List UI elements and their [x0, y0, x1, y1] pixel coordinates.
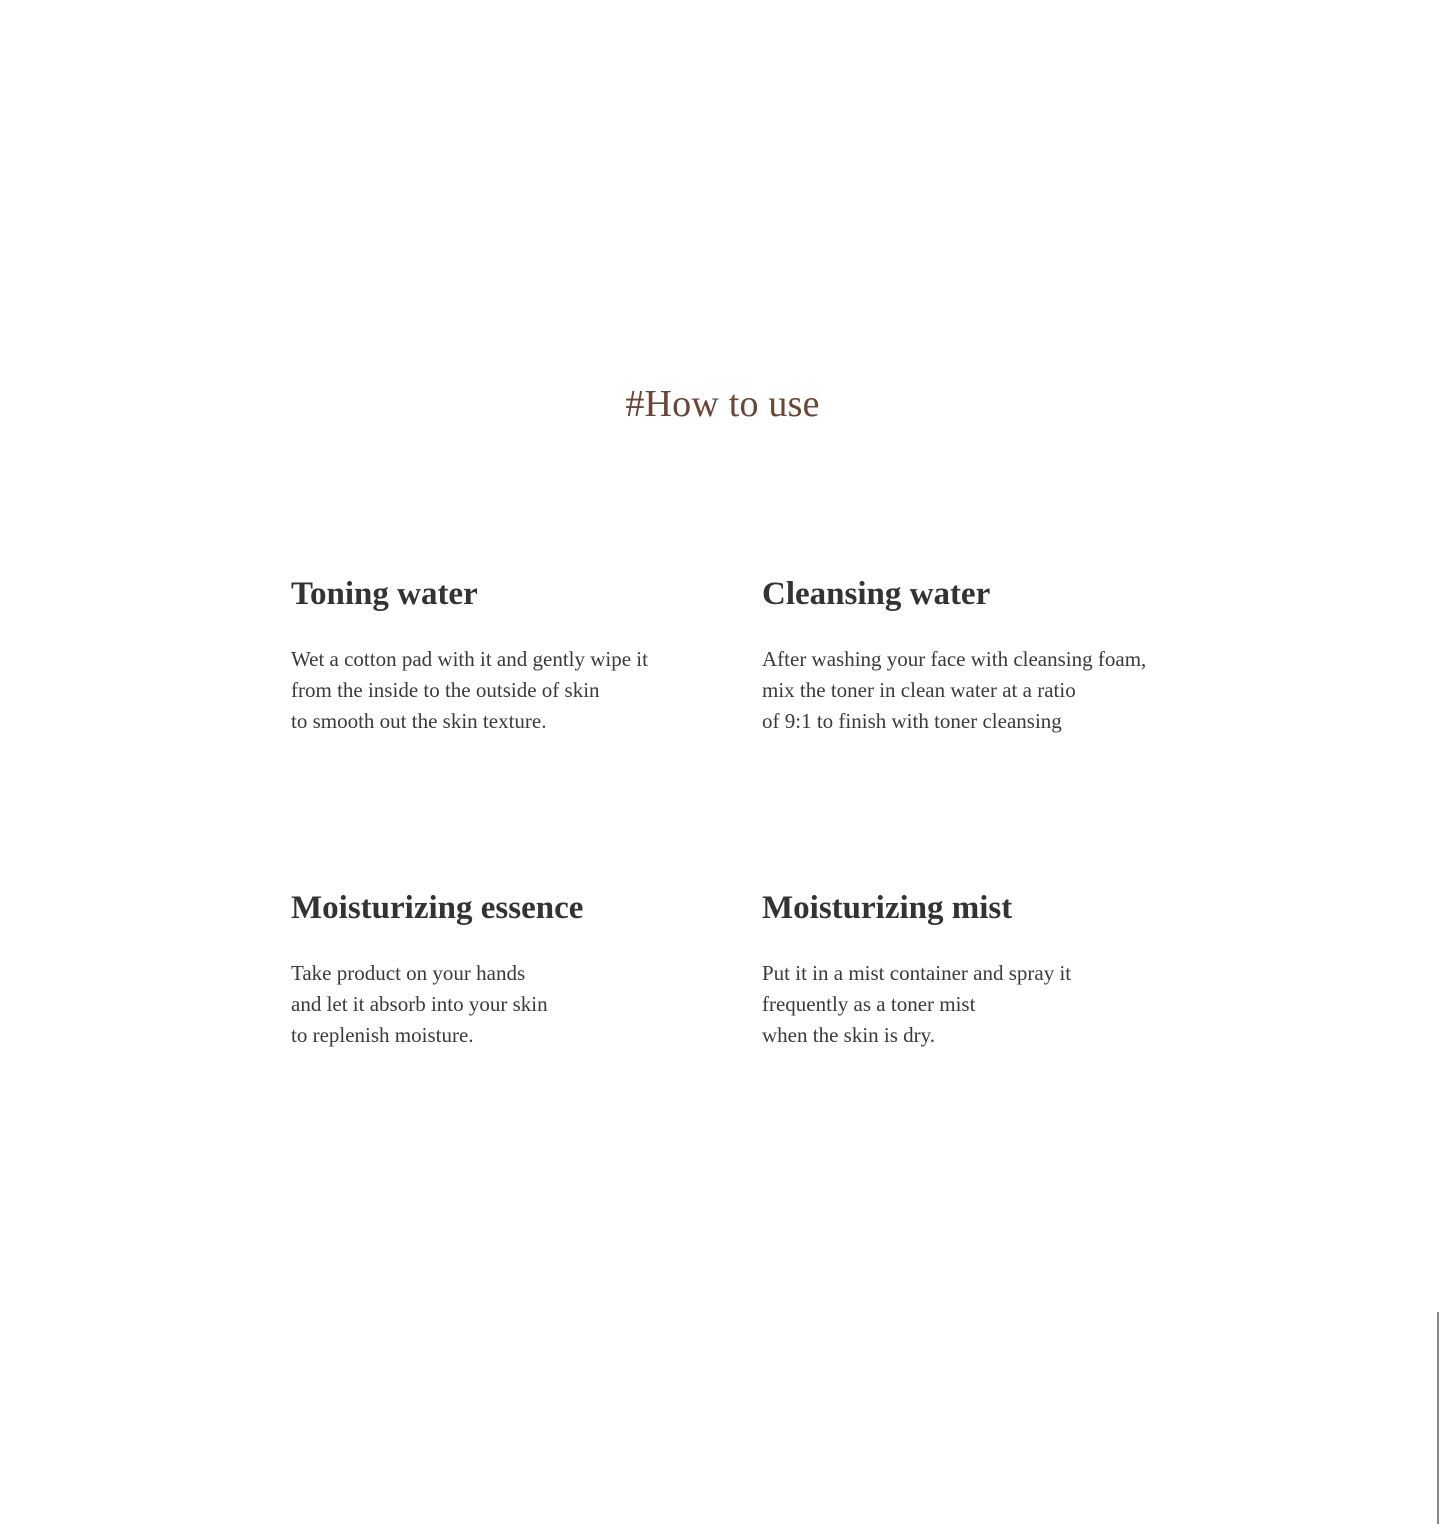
section-title: #How to use [625, 383, 820, 425]
item-description [291, 644, 751, 737]
item-title: Cleansing water [762, 576, 991, 612]
usage-item-moisturizing-essence [291, 886, 751, 1051]
item-description [291, 958, 751, 1051]
item-title: Toning water [291, 576, 478, 612]
description-line: from the inside to the outside of skin [291, 678, 600, 702]
description-line: when the skin is dry. [762, 1023, 936, 1047]
description-line: of 9:1 to finish with toner cleansing [762, 709, 1062, 733]
item-title: Moisturizing mist [762, 890, 1013, 926]
scrollbar[interactable] [1437, 1312, 1439, 1524]
description-line: Put it in a mist container and spray it [762, 961, 1072, 985]
description-line: mix the toner in clean water at a ratio [762, 678, 1076, 702]
item-title: Moisturizing essence [291, 890, 584, 926]
item-description [762, 958, 1222, 1051]
item-description [762, 644, 1222, 737]
description-line: After washing your face with cleansing foam, [762, 647, 1147, 671]
description-line: to replenish moisture. [291, 1023, 474, 1047]
description-line: Wet a cotton pad with it and gently wipe it [291, 647, 648, 671]
usage-item-moisturizing-mist [762, 886, 1222, 1051]
description-line: and let it absorb into your skin [291, 992, 548, 1016]
description-line: frequently as a toner mist [762, 992, 976, 1016]
usage-item-toning-water [291, 572, 751, 737]
description-line: Take product on your hands [291, 961, 526, 985]
usage-item-cleansing-water [762, 572, 1222, 737]
description-line: to smooth out the skin texture. [291, 709, 547, 733]
